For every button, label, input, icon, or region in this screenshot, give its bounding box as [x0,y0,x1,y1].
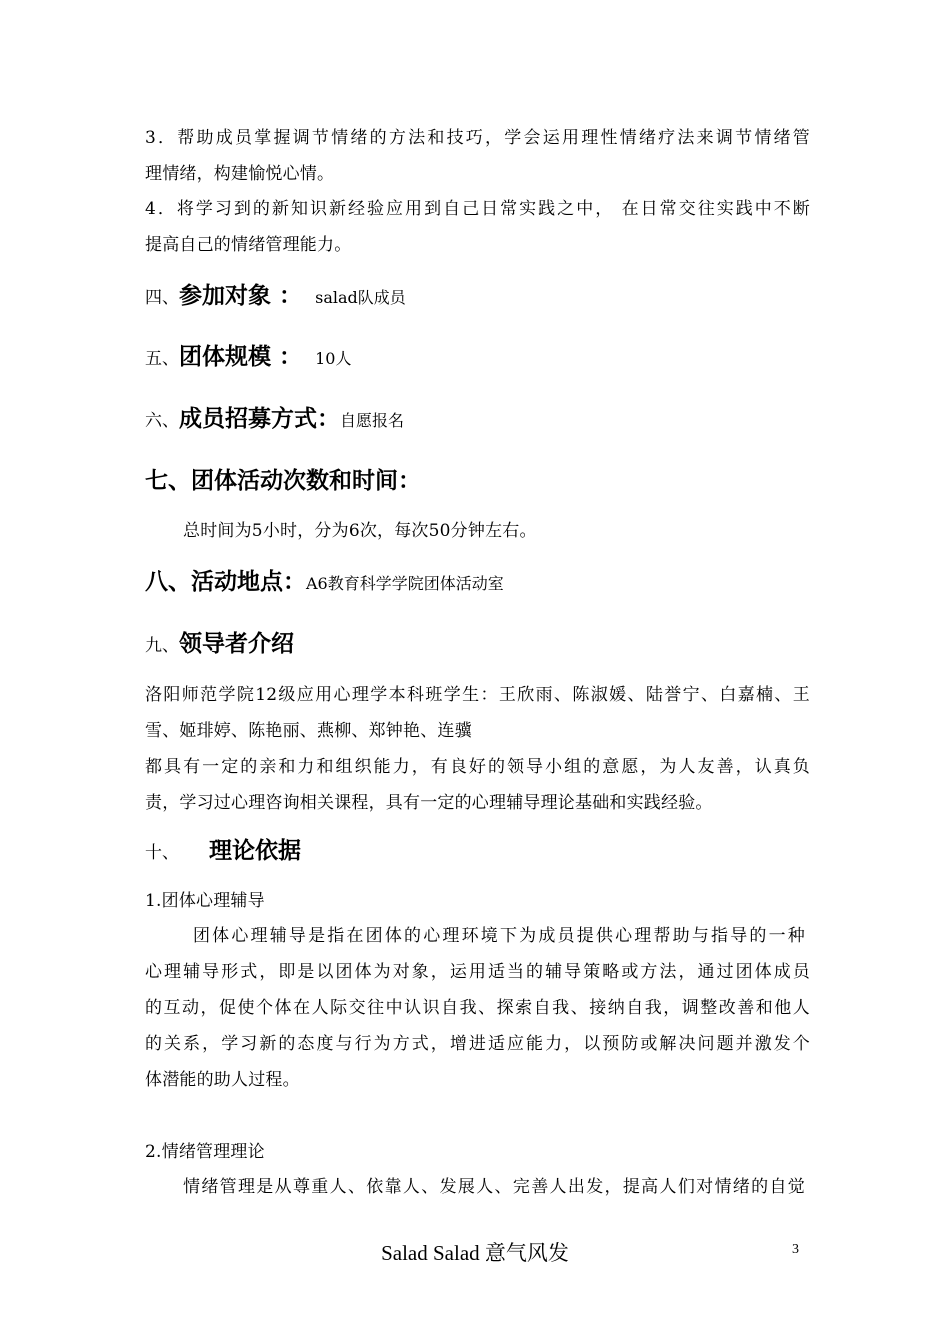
goal-4-line-1: 4．将学习到的新知识新经验应用到自己日常实践之中， 在日常交往实践中不断 [145,199,810,219]
section-title: 参加对象 [179,283,271,309]
section-number: 四、 [145,288,179,308]
section-theory [145,835,810,869]
section-recruitment [145,403,810,437]
section-value: 10人 [315,349,352,368]
section-schedule [145,465,810,499]
section-value: 自愿报名 [340,411,405,430]
section-title: 七、团体活动次数和时间： [145,468,421,494]
section-value: A6教育科学学院团体活动室 [306,574,504,593]
theory-paragraph-line: 的关系，学习新的态度与行为方式，增进适应能力，以预防或解决问题并激发个 [145,1034,810,1054]
theory-paragraph-line: 体潜能的助人过程。 [145,1070,300,1090]
leaders-line: 都具有一定的亲和力和组织能力，有良好的领导小组的意愿，为人友善，认真负 [145,757,810,777]
section-title: 理论依据 [209,838,301,864]
section-title: 领导者介绍 [179,631,294,657]
section-title: 八、活动地点： [145,569,306,595]
page-footer: Salad Salad 意气风发 [381,1241,569,1265]
theory-paragraph-line: 团体心理辅导是指在团体的心理环境下为成员提供心理帮助与指导的一种 [193,926,805,946]
section-leaders [145,628,810,662]
leaders-line: 责，学习过心理咨询相关课程，具有一定的心理辅导理论基础和实践经验。 [145,793,713,813]
schedule-text: 总时间为5小时，分为6次，每次50分钟左右。 [183,521,537,541]
theory-paragraph-line: 心理辅导形式，即是以团体为对象，运用适当的辅导策略或方法，通过团体成员 [145,962,810,982]
goal-3-line-1: 3．帮助成员掌握调节情绪的方法和技巧，学会运用理性情绪疗法来调节情绪管 [145,128,810,148]
page-number: 3 [792,1242,799,1257]
goal-3-line-2: 理情绪，构建愉悦心情。 [145,164,335,184]
section-title: 团体规模 [179,344,271,370]
leaders-line: 洛阳师范学院12级应用心理学本科班学生：王欣雨、陈淑媛、陆誉宁、白嘉楠、王 [145,685,810,705]
leaders-line: 雪、姬琲婷、陈艳丽、燕柳、郑钟艳、连骥 [145,721,472,741]
subsection-title: 1.团体心理辅导 [145,891,265,911]
theory-paragraph-line: 的互动，促使个体在人际交往中认识自我、探索自我、接纳自我，调整改善和他人 [145,998,810,1018]
section-separator: ： [271,283,303,309]
section-number: 九、 [145,636,179,656]
section-separator: ： [271,344,303,370]
section-location [145,566,810,600]
section-number: 十、 [145,843,179,863]
subsection-title: 2.情绪管理理论 [145,1142,265,1162]
section-number: 六、 [145,411,179,431]
goal-4-line-2: 提高自己的情绪管理能力。 [145,235,352,255]
section-title: 成员招募方式： [179,406,340,432]
section-value: salad队成员 [315,288,406,307]
section-group-size [145,341,810,375]
section-number: 五、 [145,349,179,369]
section-participants [145,280,810,314]
theory-paragraph-line: 情绪管理是从尊重人、依靠人、发展人、完善人出发，提高人们对情绪的自觉 [183,1177,805,1197]
